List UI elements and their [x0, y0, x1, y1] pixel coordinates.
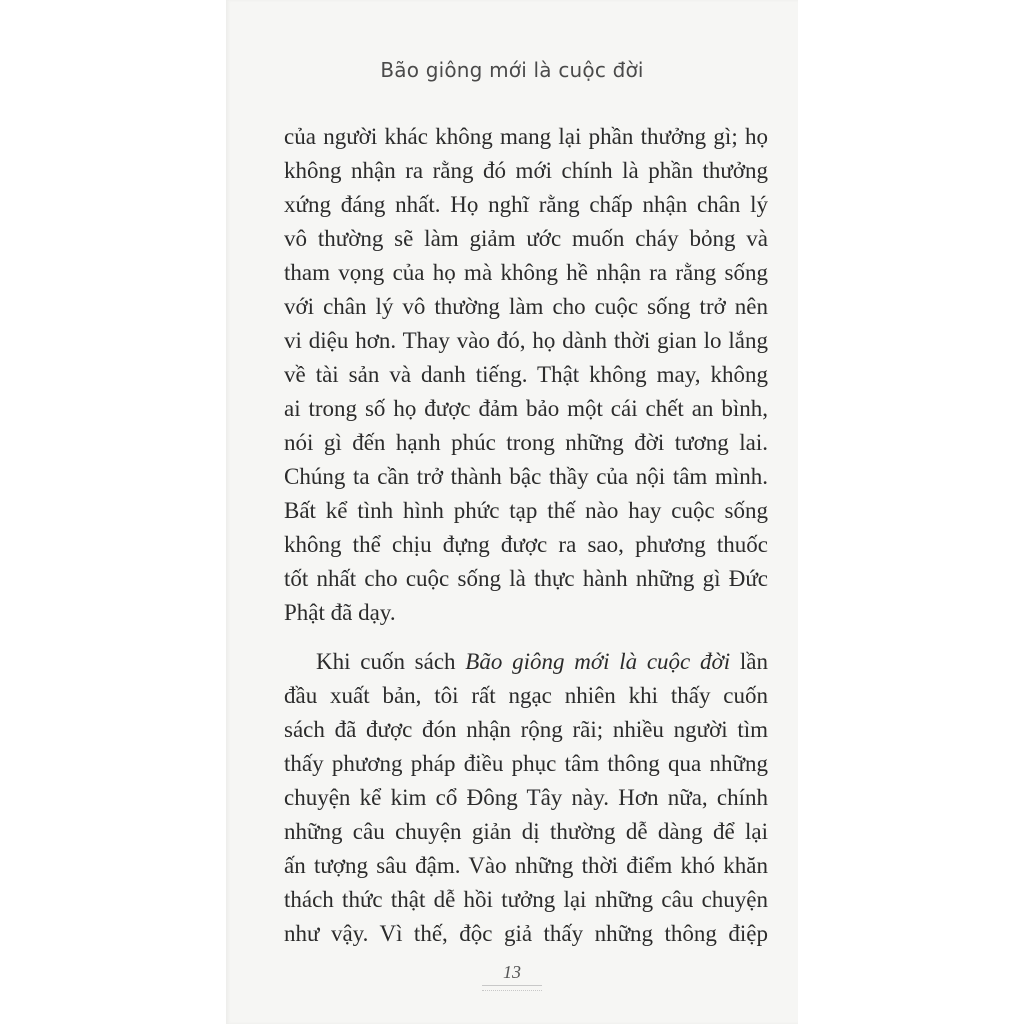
text-line: thách thức thật dễ hồi tưởng lại những câu chuyện	[284, 887, 768, 912]
text-line: chuyện kể kim cổ Đông Tây này. Hơn nữa, chính	[284, 785, 768, 810]
text-line: Bất kể tình hình phức tạp thế nào hay cuộc sống	[284, 498, 768, 523]
running-head: Bão giông mới là cuộc đời	[380, 58, 644, 82]
text-line: không nhận ra rằng đó mới chính là phần thưởng	[284, 158, 768, 183]
text-line-first	[284, 645, 768, 679]
text-line: tham vọng của họ mà không hề nhận ra rằng sống	[284, 260, 768, 285]
page-number: 13	[503, 962, 521, 982]
text-line: sách đã được đón nhận rộng rãi; nhiều người tìm	[284, 717, 768, 742]
text-line: những câu chuyện giản dị thường dễ dàng để lại	[284, 819, 768, 844]
body-text	[284, 120, 768, 951]
book-page	[226, 0, 798, 1024]
folio-ornament	[482, 985, 542, 991]
text-line: với chân lý vô thường làm cho cuộc sống trở nên	[284, 294, 768, 319]
text-line: nói gì đến hạnh phúc trong những đời tương lai.	[284, 430, 768, 455]
text-line: xứng đáng nhất. Họ nghĩ rằng chấp nhận chân lý	[284, 192, 768, 217]
text-line: vi diệu hơn. Thay vào đó, họ dành thời gian lo lắng	[284, 328, 768, 353]
text-line: đầu xuất bản, tôi rất ngạc nhiên khi thấy cuốn	[284, 683, 768, 708]
text-line: Phật đã dạy.	[284, 600, 396, 625]
text-segment: Khi cuốn sách	[316, 649, 466, 674]
text-line: về tài sản và danh tiếng. Thật không may, không	[284, 362, 768, 387]
paragraph-1	[284, 120, 768, 630]
text-line: ai trong số họ được đảm bảo một cái chết an bình,	[284, 396, 768, 421]
paragraph-2	[284, 645, 768, 951]
text-line: ấn tượng sâu đậm. Vào những thời điểm khó khăn	[284, 853, 768, 878]
text-line: không thể chịu đựng được ra sao, phương thuốc	[284, 532, 768, 557]
text-line: Chúng ta cần trở thành bậc thầy của nội tâm mình.	[284, 464, 768, 489]
text-line: tốt nhất cho cuộc sống là thực hành những gì Đức	[284, 566, 768, 591]
text-line: thấy phương pháp điều phục tâm thông qua những	[284, 751, 768, 776]
text-line: của người khác không mang lại phần thưởng gì; họ	[284, 124, 768, 149]
book-title: Bão giông mới là cuộc đời	[465, 649, 731, 674]
paragraph-gap	[284, 630, 768, 645]
text-line: như vậy. Vì thế, độc giả thấy những thông điệp	[284, 921, 768, 946]
text-line: vô thường sẽ làm giảm ước muốn cháy bỏng và	[284, 226, 768, 251]
text-segment: lần	[730, 649, 769, 674]
